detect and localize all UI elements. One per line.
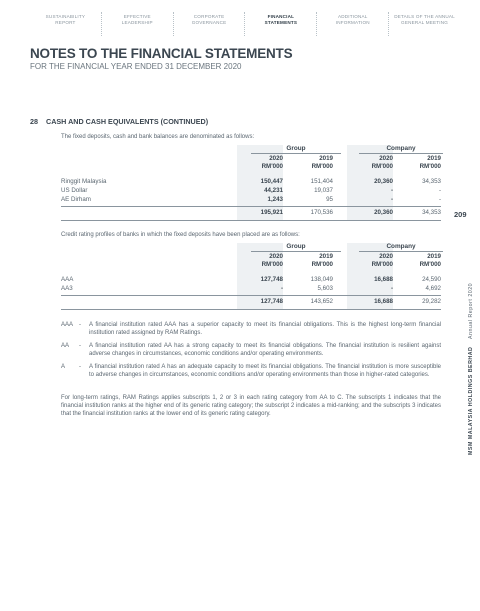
year-cell: 2020 [379,155,393,162]
group-header-rule [251,251,341,252]
definition-a [61,363,441,389]
side-running-title [468,215,474,455]
definition-text: A financial institution rated AA has a strong capacity to meet its financial obligations. The financial institution is resilient against adverse changes in circumstances, economic conditions and/or operating environments. [89,343,441,357]
value-cell: 19,037 [314,187,333,194]
row-label: US Dollar [61,187,88,194]
value-cell: 151,404 [310,178,333,185]
page-title: NOTES TO THE FINANCIAL STATEMENTS [30,46,293,61]
group-header: Group [286,145,306,152]
table-row [61,178,441,187]
nav-item-line1: EFFECTIVE [123,14,151,19]
definition-text: A financial institution rated A has an adequate capacity to meet its financial obligations. The financial institution is more susceptible to adverse changes in circumstances, economic conditions and/or operating environments than those in higher-rated categories. [89,364,441,378]
nav-item-line2: INFORMATION [335,20,370,25]
nav-financial-statements[interactable] [245,12,317,36]
definition-code: AAA [61,322,74,328]
year-cell: 2019 [427,155,441,162]
nav-item-line2: LEADERSHIP [121,20,153,25]
value-cell: - [390,285,393,292]
table-row [61,187,441,196]
definition-dash: - [79,322,81,328]
company-header-rule [359,251,443,252]
definition-aaa [61,321,441,339]
nav-item-line1: DETAILS OF THE ANNUAL [394,14,455,19]
table-row [61,276,441,285]
total-cell: 16,688 [374,298,393,305]
nav-corporate-governance[interactable] [174,12,246,36]
page-subtitle: FOR THE FINANCIAL YEAR ENDED 31 DECEMBER 2020 [30,62,242,71]
total-rule-top [61,206,441,207]
row-label: AAA [61,276,74,283]
nav-effective-leadership[interactable] [102,12,174,36]
total-cell: 20,360 [374,209,393,216]
nav-item-line1: CORPORATE [193,14,225,19]
total-rule-bottom [61,220,441,221]
row-label: AA3 [61,285,73,292]
top-navigation [30,12,460,36]
side-company-name: MSM MALAYSIA HOLDINGS BERHAD [468,346,474,455]
company-header: Company [386,243,416,250]
table1-intro: The fixed deposits, cash and bank balances are denominated as follows: [61,134,255,140]
currency-table [61,145,441,225]
row-label: Ringgit Malaysia [61,178,107,185]
side-report-name: Annual Report 2020 [468,282,474,339]
group-header: Group [286,243,306,250]
unit-header-row [61,261,441,270]
value-cell: 95 [326,196,333,203]
total-cell: 29,282 [422,298,441,305]
year-cell: 2020 [269,253,283,260]
value-cell: 44,231 [264,187,283,194]
value-cell: - [390,187,393,194]
unit-cell: RM'000 [419,261,441,268]
year-cell: 2019 [427,253,441,260]
total-cell: 170,536 [310,209,333,216]
company-header-rule [359,153,443,154]
value-cell: 24,590 [422,276,441,283]
unit-cell: RM'000 [311,261,333,268]
nav-item-line2: GENERAL MEETING [401,20,449,25]
value-cell: - [438,196,441,203]
value-cell: 16,688 [374,276,393,283]
section-number: 28 [30,117,38,126]
nav-item-line1: SUSTAINABILITY [45,14,86,19]
side-separator [468,341,474,345]
value-cell: 5,603 [317,285,333,292]
year-cell: 2020 [379,253,393,260]
definition-code: A [61,364,66,370]
value-cell: 4,692 [425,285,441,292]
table-row [61,285,441,294]
definition-text: A financial institution rated AAA has a superior capacity to meet its financial obligations. This is the highest long-term financial institution rated assigned by RAM Ratings. [89,322,441,336]
unit-cell: RM'000 [419,163,441,170]
definition-dash: - [79,343,81,349]
unit-cell: RM'000 [261,163,283,170]
footnote-paragraph: For long-term ratings, RAM Ratings applies subscripts 1, 2 or 3 in each rating category from AA to C. The subscripts 1 indicates that the financial institution ranks at the higher end of its generic rating category; the subscript 2 indicates a mid-ranking; and the subscripts 3 indicates that the financial institution ranks at the lower end of its generic rating category. [61,395,441,418]
total-cell: 34,353 [422,209,441,216]
unit-header-row [61,163,441,172]
table-row [61,196,441,205]
section-title: CASH AND CASH EQUIVALENTS (CONTINUED) [46,117,209,126]
row-label: AE Dirham [61,196,91,203]
unit-cell: RM'000 [311,163,333,170]
nav-item-line2: STATEMENTS [264,20,298,25]
value-cell: 1,243 [267,196,283,203]
nav-additional-information[interactable] [317,12,389,36]
nav-annual-general-meeting[interactable] [389,12,460,36]
value-cell: - [280,285,283,292]
year-cell: 2020 [269,155,283,162]
group-header-rule [251,153,341,154]
total-cell: 127,748 [260,298,283,305]
total-row [61,209,441,218]
total-cell: 195,921 [260,209,283,216]
page-number: 209 [454,210,467,219]
nav-sustainability-report[interactable] [30,12,102,36]
unit-cell: RM'000 [371,261,393,268]
definition-aa [61,342,441,360]
nav-item-line2: REPORT [55,20,76,25]
company-header: Company [386,145,416,152]
value-cell: 150,447 [260,178,283,185]
value-cell: - [438,187,441,194]
definition-code: AA [61,343,70,349]
value-cell: 127,748 [260,276,283,283]
value-cell: 138,049 [310,276,333,283]
definition-dash: - [79,364,81,370]
table2-intro: Credit rating profiles of banks in which the fixed deposits have been placed are as follows: [61,232,300,238]
value-cell: 34,353 [422,178,441,185]
nav-item-line1: FINANCIAL [267,14,295,19]
nav-item-line1: ADDITIONAL [337,14,368,19]
credit-rating-table [61,243,441,315]
nav-item-line2: GOVERNANCE [191,20,227,25]
total-rule-top [61,295,441,296]
year-cell: 2019 [319,253,333,260]
total-row [61,298,441,307]
total-cell: 143,652 [310,298,333,305]
value-cell: - [390,196,393,203]
unit-cell: RM'000 [261,261,283,268]
year-cell: 2019 [319,155,333,162]
value-cell: 20,360 [374,178,393,185]
unit-cell: RM'000 [371,163,393,170]
total-rule-bottom [61,309,441,310]
